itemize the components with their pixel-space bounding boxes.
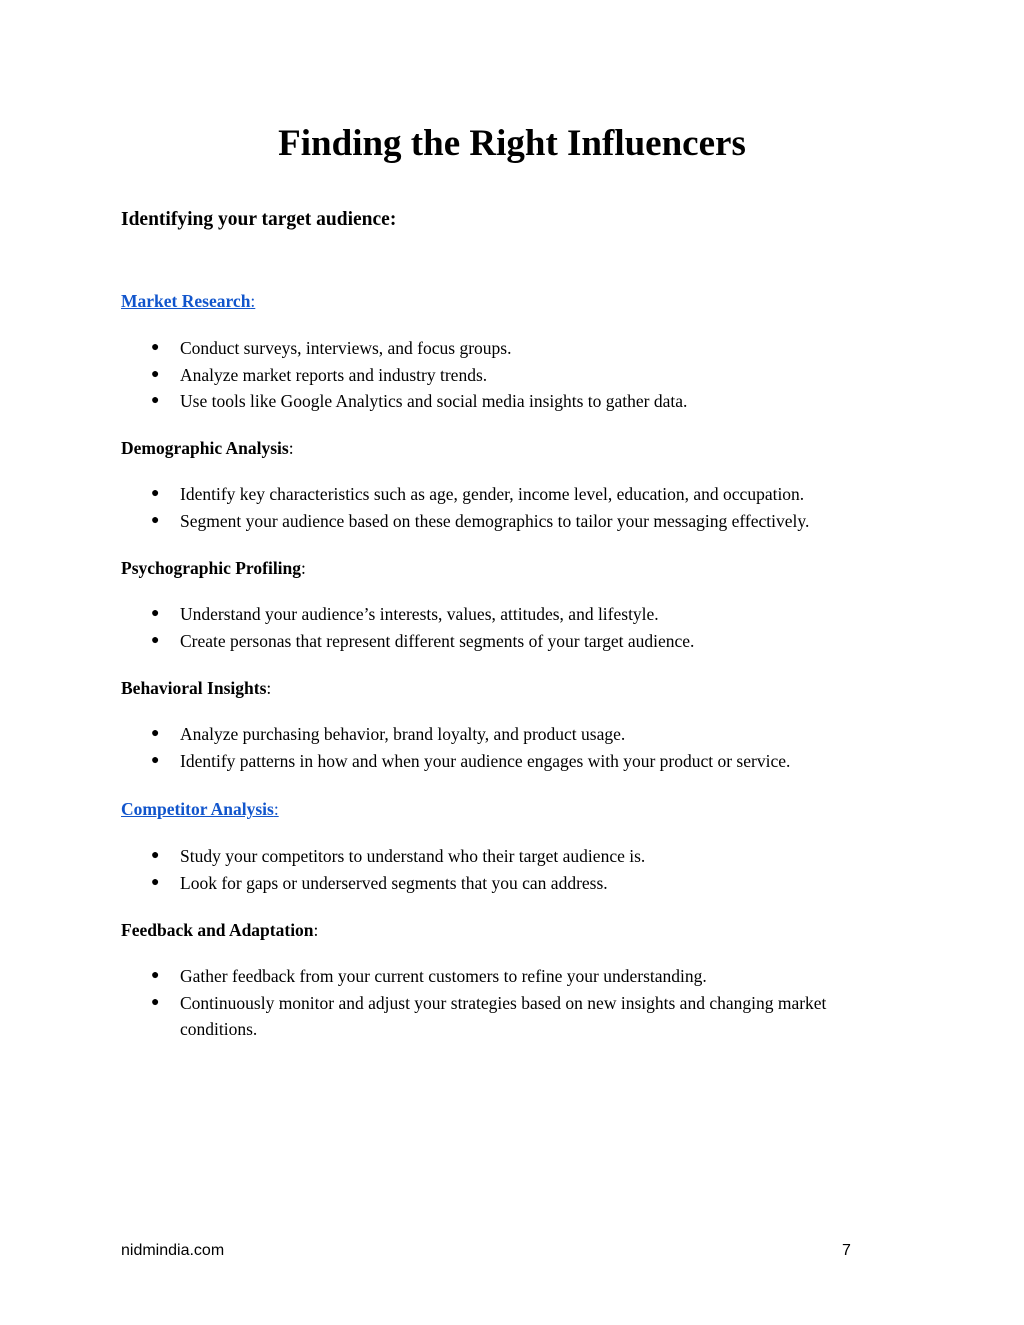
heading-text: Competitor Analysis (121, 799, 274, 819)
list-item (121, 721, 920, 748)
bullet-icon: ● (151, 632, 160, 648)
list-item (121, 388, 920, 415)
demographic-analysis-heading (121, 435, 294, 461)
market-research-list (121, 335, 920, 415)
list-item (121, 508, 920, 535)
list-item (121, 362, 920, 389)
list-item-text: Analyze market reports and industry trends. (180, 364, 488, 385)
list-item (121, 335, 920, 362)
list-item (121, 748, 920, 775)
bullet-icon: ● (151, 340, 160, 355)
bullet-icon: ● (151, 606, 160, 621)
competitor-analysis-link[interactable] (121, 796, 279, 822)
bullet-icon: ● (151, 726, 160, 741)
market-research-link[interactable] (121, 288, 255, 314)
bullet-icon: ● (151, 874, 160, 890)
list-item-text: Study your competitors to understand who their target audience is. (180, 846, 646, 866)
list-item-text: Look for gaps or underserved segments that you can address. (180, 872, 608, 893)
list-item (121, 963, 920, 990)
bullet-icon: ● (151, 968, 160, 983)
competitor-analysis-list (121, 843, 920, 896)
heading-colon: : (266, 678, 272, 698)
list-item-text: Identify patterns in how and when your audience engages with your product or service. (180, 750, 791, 771)
list-item-text: Conduct surveys, interviews, and focus groups. (180, 338, 512, 358)
heading-colon: : (288, 438, 294, 458)
psychographic-profiling-heading (121, 555, 306, 581)
heading-colon: : (250, 291, 256, 311)
heading-text: Behavioral Insights (121, 678, 267, 698)
list-item (121, 628, 920, 655)
list-item (121, 843, 920, 870)
page-title: Finding the Right Influencers (278, 123, 746, 164)
heading-colon: : (273, 799, 279, 819)
section-subtitle: Identifying your target audience: (121, 209, 397, 230)
list-item-text: Understand your audience’s interests, values, attitudes, and lifestyle. (180, 604, 659, 624)
list-item-text: Continuously monitor and adjust your strategies based on new insights and changing market conditions. (180, 992, 827, 1040)
list-item-text: Identify key characteristics such as age, gender, income level, education, and occupation. (180, 484, 805, 504)
list-item-text: Use tools like Google Analytics and social media insights to gather data. (180, 391, 688, 412)
list-item (121, 481, 920, 508)
demographic-analysis-list (121, 481, 920, 534)
heading-colon: : (313, 920, 319, 940)
bullet-icon: ● (151, 366, 160, 382)
heading-text: Feedback and Adaptation (121, 920, 314, 940)
list-item-text: Segment your audience based on these demographics to tailor your messaging effectively. (180, 510, 810, 531)
bullet-icon: ● (151, 512, 160, 528)
bullet-icon: ● (151, 486, 160, 501)
footer-site: nidmindia.com (121, 1242, 225, 1259)
feedback-adaptation-list (121, 963, 920, 1043)
heading-text: Demographic Analysis (121, 438, 289, 458)
heading-text: Psychographic Profiling (121, 558, 302, 578)
psychographic-profiling-list (121, 601, 920, 654)
page-number: 7 (842, 1242, 851, 1259)
behavioral-insights-heading (121, 675, 271, 701)
bullet-icon: ● (151, 752, 160, 768)
heading-colon: : (301, 558, 306, 578)
list-item (121, 601, 920, 628)
feedback-adaptation-heading (121, 917, 318, 943)
list-item (121, 990, 880, 1043)
list-item (121, 870, 920, 897)
list-item-text: Create personas that represent different segments of your target audience. (180, 630, 695, 651)
bullet-icon: ● (151, 393, 160, 409)
bullet-icon: ● (151, 994, 160, 1010)
list-item-text: Gather feedback from your current customers to refine your understanding. (180, 966, 707, 986)
list-item-text: Analyze purchasing behavior, brand loyalty, and product usage. (180, 724, 626, 744)
heading-text: Market Research (121, 291, 251, 311)
bullet-icon: ● (151, 848, 160, 863)
behavioral-insights-list (121, 721, 920, 774)
